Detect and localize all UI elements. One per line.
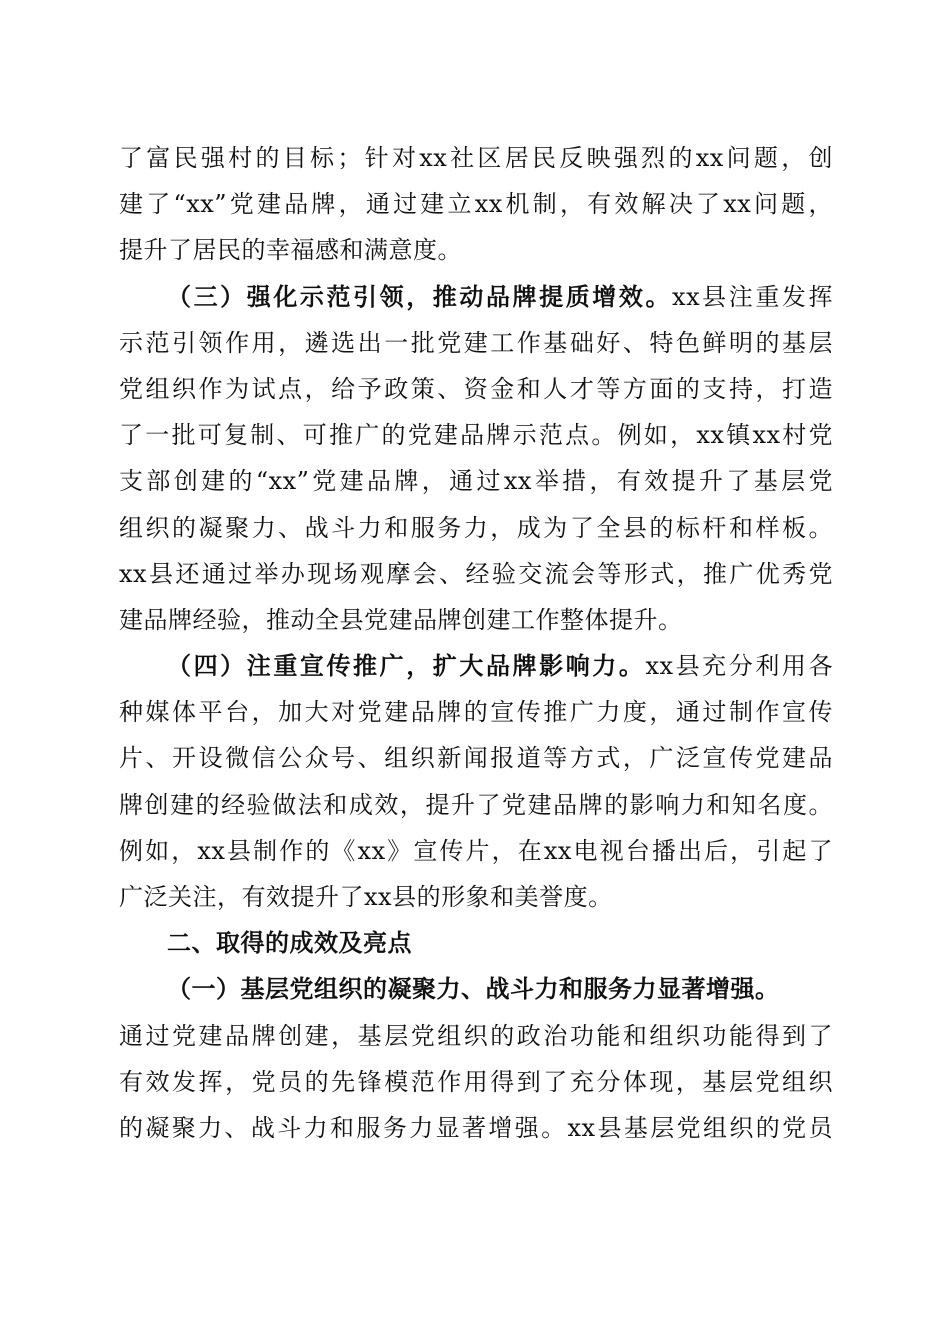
- text-line: 有效发挥，党员的先锋模范作用得到了充分体现，基层党组织: [119, 1067, 833, 1096]
- section-4-title: （四）注重宣传推广，扩大品牌影响力。: [167, 651, 646, 681]
- text-line: 建品牌经验，推动全县党建品牌创建工作整体提升。: [119, 605, 683, 634]
- section-3-rest: xx县注重发挥: [672, 282, 834, 311]
- section-4-rest: xx县充分利用各: [645, 652, 834, 681]
- text-line: 提升了居民的幸福感和满意度。: [119, 236, 462, 265]
- text-line: 组织的凝聚力、战斗力和服务力，成为了全县的标杆和样板。: [119, 513, 833, 542]
- text-line: 牌创建的经验做法和成效，提升了党建品牌的影响力和知名度。: [119, 790, 833, 819]
- text-line: 广泛关注，有效提升了xx县的形象和美誉度。: [119, 883, 613, 911]
- text-line: 建了“xx”党建品牌，通过建立xx机制，有效解决了xx问题，: [119, 190, 833, 219]
- text-line: 通过党建品牌创建，基层党组织的政治功能和组织功能得到了: [119, 1021, 833, 1050]
- text-line: 的凝聚力、战斗力和服务力显著增强。xx县基层党组织的党员: [119, 1113, 833, 1142]
- section-3-title: （三）强化示范引领，推动品牌提质增效。: [167, 281, 673, 311]
- section-heading-line: [119, 274, 833, 320]
- text-line: 党组织作为试点，给予政策、资金和人才等方面的支持，打造: [119, 374, 833, 403]
- text-line: 片、开设微信公众号、组织新闻报道等方式，广泛宣传党建品: [119, 744, 833, 773]
- chapter-heading: 二、取得的成效及亮点: [167, 929, 412, 958]
- text-line: xx县还通过举办现场观摩会、经验交流会等形式，推广优秀党: [119, 559, 833, 588]
- text-line: 了一批可复制、可推广的党建品牌示范点。例如，xx镇xx村党: [119, 421, 833, 450]
- text-line: 了富民强村的目标；针对xx社区居民反映强烈的xx问题，创: [119, 144, 833, 172]
- section-heading-line: [119, 966, 833, 1012]
- text-line: 示范引领作用，遴选出一批党建工作基础好、特色鲜明的基层: [119, 328, 833, 357]
- section-heading-line: [119, 643, 833, 689]
- text-line: 种媒体平台，加大对党建品牌的宣传推广力度，通过制作宣传: [119, 698, 833, 727]
- body-text: [119, 135, 833, 1151]
- text-line: 例如，xx县制作的《xx》宣传片，在xx电视台播出后，引起了: [119, 836, 833, 865]
- text-line: 支部创建的“xx”党建品牌，通过xx举措，有效提升了基层党: [119, 467, 833, 496]
- achievement-1-title: （一）基层党组织的凝聚力、战斗力和服务力显著增强。: [167, 974, 780, 1004]
